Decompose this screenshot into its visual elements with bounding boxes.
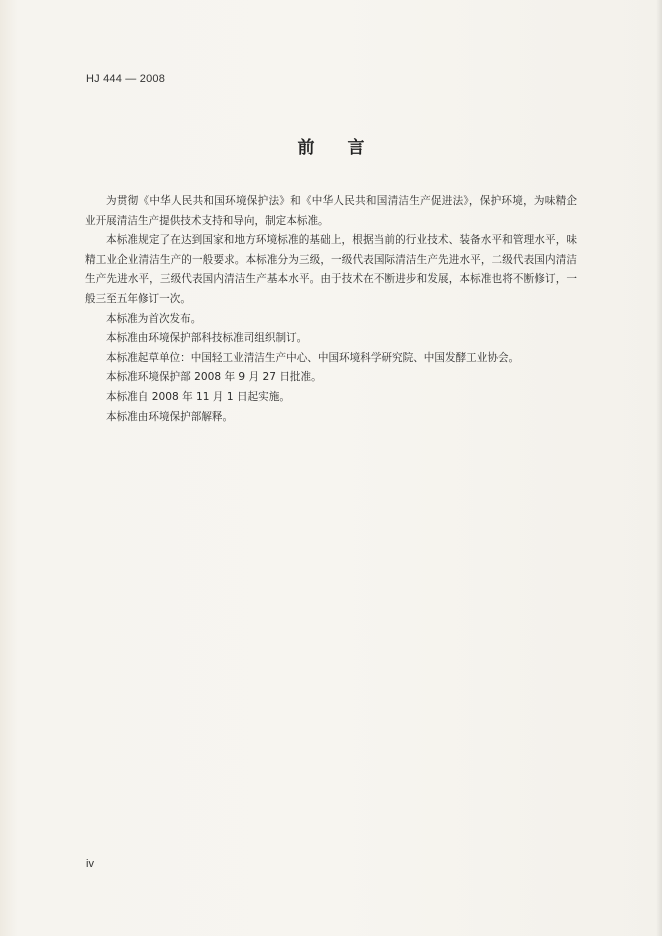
paragraph-effective-date: 本标准自 2008 年 11 月 1 日起实施。	[106, 390, 290, 403]
paragraph-interpretation: 本标准由环境保护部解释。	[106, 410, 234, 423]
standard-code: HJ 444 — 2008	[86, 73, 166, 85]
paragraph-first-release: 本标准为首次发布。	[106, 312, 202, 325]
page-number: iv	[86, 858, 94, 870]
paragraph-scope: 本标准规定了在达到国家和地方环境标准的基础上，根据当前的行业技术、装备水平和管理水平，味精工业企业清洁生产的一般要求。本标准分为三级，一级代表国际清洁生产先进水平，二级代表国内清洁生产先进水平，三级代表国内清洁生产基本水平。由于技术在不断进步和发展，本标准也将不断修订，一般三至五年修订一次。	[85, 234, 577, 305]
page-title: 前言	[297, 138, 398, 158]
page-edge-shadow	[656, 0, 662, 936]
paragraph-organizer: 本标准由环境保护部科技标准司组织制订。	[106, 332, 308, 345]
paragraph-drafting-units: 本标准起草单位：中国轻工业清洁生产中心、中国环境科学研究院、中国发酵工业协会。	[106, 351, 520, 364]
foreword-body	[85, 192, 577, 427]
paragraph-approval-date: 本标准环境保护部 2008 年 9 月 27 日批准。	[106, 371, 322, 384]
paragraph-purpose: 为贯彻《中华人民共和国环境保护法》和《中华人民共和国清洁生产促进法》，保护环境，为味精企业开展清洁生产提供技术支持和导向，制定本标准。	[85, 195, 577, 227]
